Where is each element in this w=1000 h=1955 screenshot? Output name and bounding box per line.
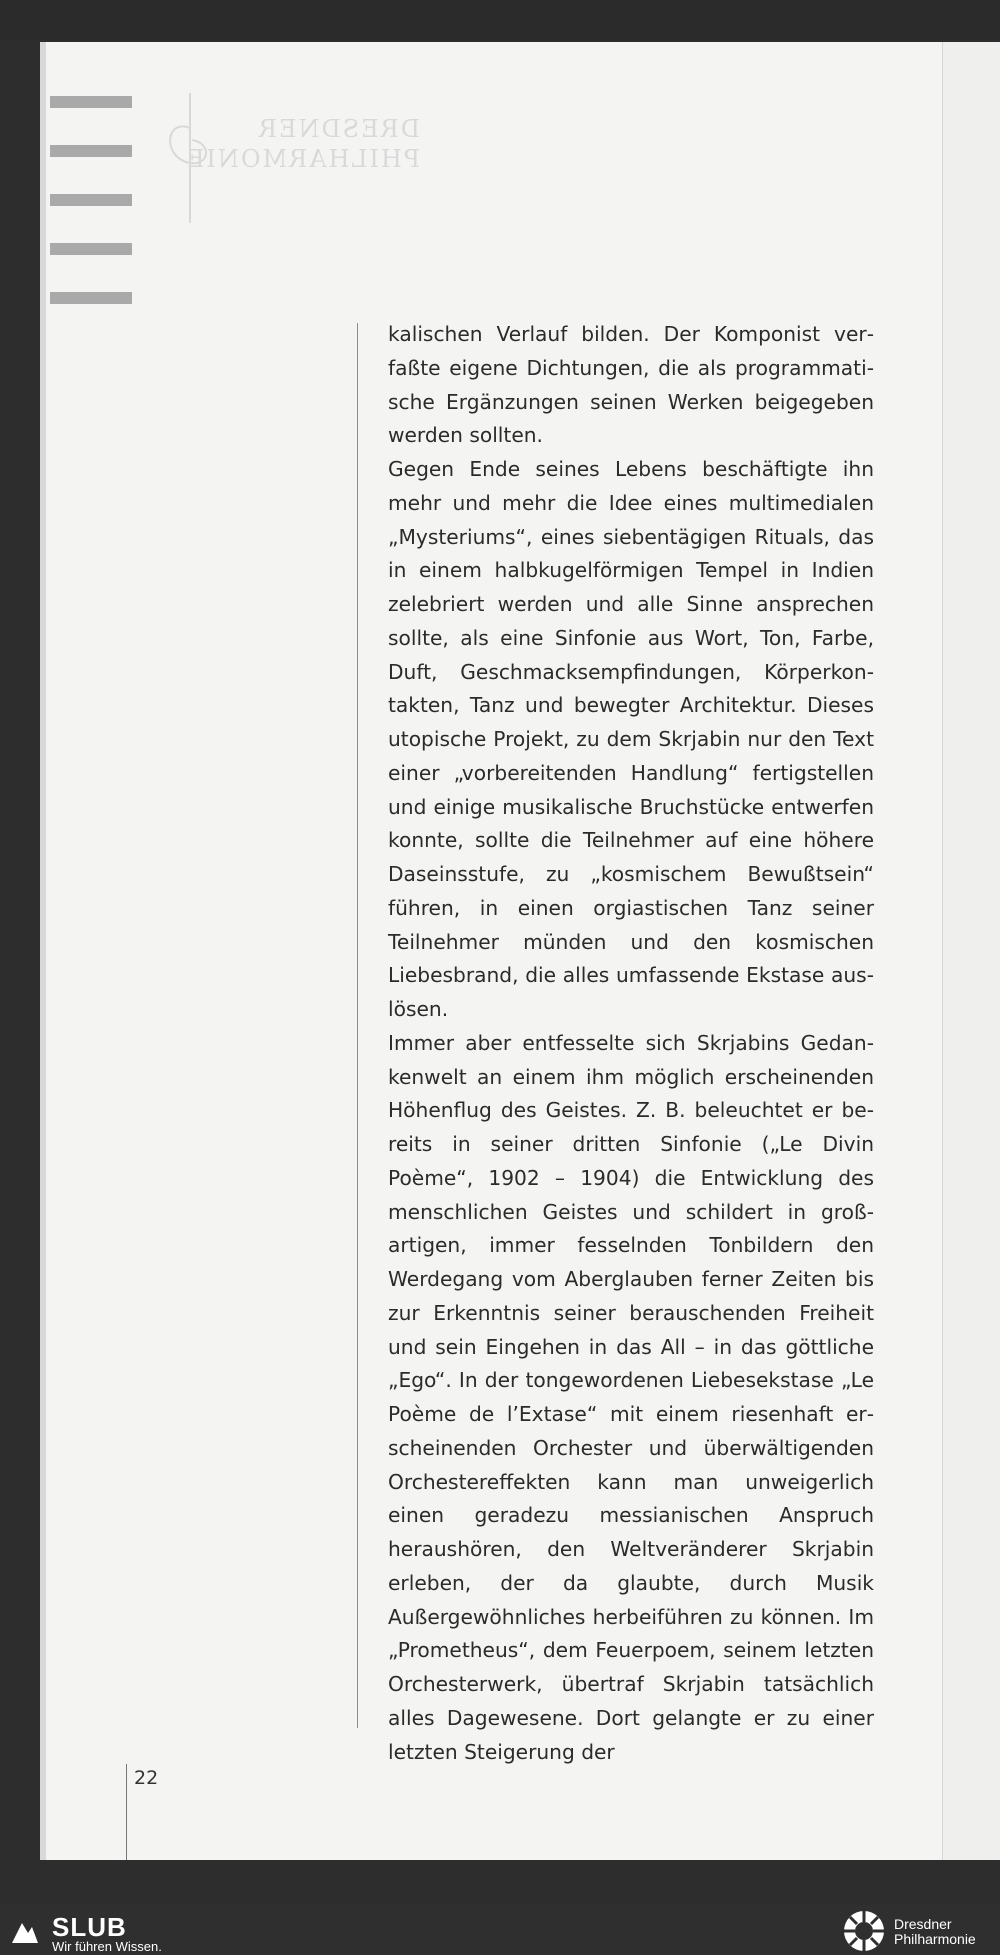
page-number-rule bbox=[126, 1764, 127, 1860]
clef-logo-icon bbox=[160, 88, 220, 228]
paragraph: Immer aber entfesselte sich Skrjabins Gedankenwelt an einem ihm möglich erscheinenden Höhenflug des Geistes. Z. B. beleuchtet er bereits in seiner dritten Sinfonie („Le Divin Poème“, 1902 – 1904) die Entwicklung des menschlichen Geistes und schildert in großartigen, immer fesselnden Tonbildern den Werdegang vom Aberglauben ferner Zeiten bis zur Erkenntnis seiner berauschenden Freiheit und sein Eingehen in das All – in das göttliche „Ego“. In der tongewordenen Liebesekstase „Le Poème de l’Extase“ mit einem riesenhaft erscheinenden Orchester und überwältigenden Orchestereffekten kann man unweigerlich einen geradezu messianischen Anspruch heraushören, den Weltveränderer Skrjabin erleben, der da glaubte, durch Musik Außergewöhnliches herbeiführen zu können. Im „Prometheus“, dem Feuerpoem, seinem letzten Orchesterwerk, übertraf Skrjabin tatsächlich alles Dagewesene. Dort gelangte er zu einer letzten Steigerung der bbox=[388, 1030, 874, 1764]
margin-tab-mark bbox=[50, 243, 132, 255]
next-page-edge bbox=[942, 42, 1000, 1860]
margin-tab-mark bbox=[50, 96, 132, 108]
library-name: SLUB bbox=[52, 1912, 127, 1942]
article-text bbox=[388, 318, 874, 1769]
slub-logo-icon bbox=[10, 1919, 40, 1945]
partner-name bbox=[894, 1917, 976, 1947]
page-number: 22 bbox=[134, 1767, 159, 1789]
footer-bar bbox=[0, 1905, 1000, 1955]
logo-line-2: PHILHARMONIE bbox=[184, 145, 420, 173]
logo-line-1: DRESDNER bbox=[256, 115, 420, 143]
margin-tab-mark bbox=[50, 194, 132, 206]
show-through-logo bbox=[130, 108, 420, 198]
margin-tab-mark bbox=[50, 292, 132, 304]
partner-line-2: Philharmonie bbox=[894, 1931, 976, 1947]
paragraph: Gegen Ende seines Lebens beschäftigte ihn mehr und mehr die Idee eines multimedialen „Mysteriums“, eines siebentägigen Rituals, das in einem halbkugelförmigen Tempel in Indien zelebriert werden und alle Sinne ansprechen sollte, als eine Sinfonie aus Wort, Ton, Farbe, Duft, Geschmacksempfindungen, Körperkontakten, Tanz und bewegter Architektur. Dieses utopische Projekt, zu dem Skrjabin nur den Text einer „vorbereitenden Handlung“ fertigstellen und einige musikalische Bruchstücke entwerfen konnte, sollte die Teilnehmer auf eine höhere Daseinsstufe, zu „kosmischem Bewußtsein“ führen, in einen orgiastischen Tanz seiner Teilnehmer münden und den kosmischen Liebesbrand, die alles umfassende Ekstase auslösen. bbox=[388, 457, 874, 1021]
library-slogan: Wir führen Wissen. bbox=[52, 1939, 162, 1954]
scanner-top-border bbox=[0, 0, 1000, 40]
column-rule bbox=[357, 323, 358, 1728]
philharmonie-logo-icon bbox=[842, 1909, 886, 1953]
paragraph: kalischen Verlauf bilden. Der Komponist verfaßte eigene Dichtungen, die als programmatische Ergänzungen seinen Werken beigegeben werden sollten. bbox=[388, 322, 874, 448]
margin-tab-mark bbox=[50, 145, 132, 157]
partner-line-1: Dresdner bbox=[894, 1916, 952, 1932]
